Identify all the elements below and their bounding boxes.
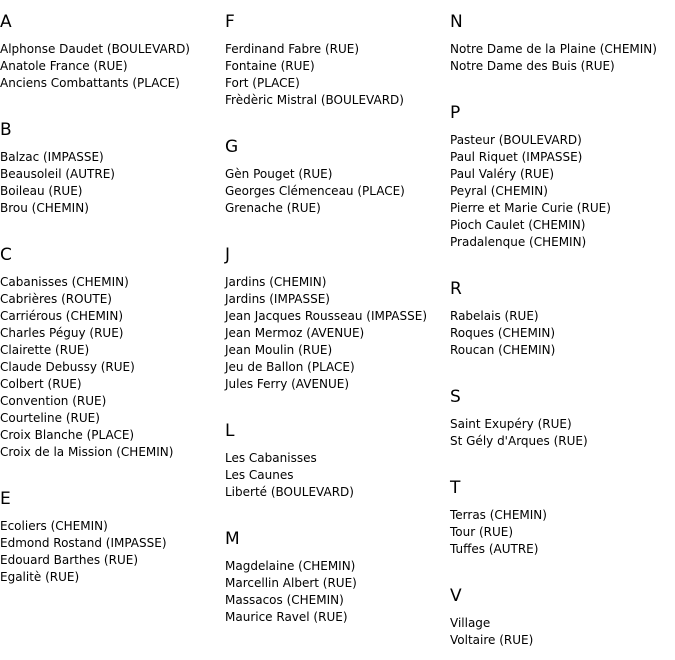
- section-letter-heading: E: [0, 489, 11, 509]
- street-list: [225, 450, 354, 501]
- street-name: Saint Exupéry (RUE): [450, 417, 572, 431]
- street-name: Jardins (IMPASSE): [225, 292, 330, 306]
- street-name: Cabrières (ROUTE): [0, 292, 112, 306]
- section-letter-heading: C: [0, 245, 12, 265]
- street-list: [450, 132, 611, 251]
- letter-section: [0, 120, 115, 217]
- street-name: Jardins (CHEMIN): [225, 275, 327, 289]
- street-name: Terras (CHEMIN): [450, 508, 547, 522]
- street-name: Jean Jacques Rousseau (IMPASSE): [225, 309, 428, 323]
- street-name: Jules Ferry (AVENUE): [225, 377, 350, 391]
- section-letter-heading: T: [450, 478, 461, 498]
- street-name: Colbert (RUE): [0, 377, 82, 391]
- street-name: Pioch Caulet (CHEMIN): [450, 218, 586, 232]
- street-list: [0, 518, 167, 586]
- street-name: Roucan (CHEMIN): [450, 343, 556, 357]
- street-name: Rabelais (RUE): [450, 309, 539, 323]
- letter-section: [450, 12, 657, 75]
- street-name: Liberté (BOULEVARD): [225, 485, 354, 499]
- letter-section: [0, 12, 190, 92]
- street-name: Maurice Ravel (RUE): [225, 610, 348, 624]
- street-name: Ferdinand Fabre (RUE): [225, 42, 360, 56]
- street-name: Georges Clémenceau (PLACE): [225, 184, 405, 198]
- letter-section: [225, 137, 405, 217]
- street-name: Village: [450, 616, 491, 630]
- street-name: Anatole France (RUE): [0, 59, 128, 73]
- street-name: Jeu de Ballon (PLACE): [225, 360, 355, 374]
- letter-section: [0, 245, 173, 461]
- section-letter-heading: B: [0, 120, 12, 140]
- section-letter-heading: S: [450, 387, 461, 407]
- street-name: Magdelaine (CHEMIN): [225, 559, 356, 573]
- section-letter-heading: L: [225, 421, 235, 441]
- letter-section: [450, 103, 611, 251]
- street-name: Convention (RUE): [0, 394, 107, 408]
- street-name: Cabanisses (CHEMIN): [0, 275, 129, 289]
- street-name: Egalitè (RUE): [0, 570, 80, 584]
- street-name: Gèn Pouget (RUE): [225, 167, 333, 181]
- letter-section: [225, 12, 404, 109]
- letter-section: [0, 489, 167, 586]
- street-name: Anciens Combattants (PLACE): [0, 76, 180, 90]
- street-name: Frèdèric Mistral (BOULEVARD): [225, 93, 404, 107]
- street-name: Paul Valéry (RUE): [450, 167, 555, 181]
- street-name: Edouard Barthes (RUE): [0, 553, 138, 567]
- street-name: Jean Moulin (RUE): [225, 343, 333, 357]
- street-name: Tour (RUE): [450, 525, 514, 539]
- section-letter-heading: P: [450, 103, 461, 123]
- street-list: [225, 41, 404, 109]
- street-name: Croix de la Mission (CHEMIN): [0, 445, 174, 459]
- street-list: [450, 308, 555, 359]
- letter-section: [225, 529, 357, 626]
- street-name: Les Cabanisses: [225, 451, 317, 465]
- section-letter-heading: R: [450, 279, 462, 299]
- street-name: Ecoliers (CHEMIN): [0, 519, 108, 533]
- section-letter-heading: G: [225, 137, 239, 157]
- letter-section: [225, 245, 427, 393]
- street-name: Brou (CHEMIN): [0, 201, 89, 215]
- street-name: Clairette (RUE): [0, 343, 90, 357]
- street-name: Paul Riquet (IMPASSE): [450, 150, 583, 164]
- section-letter-heading: V: [450, 586, 462, 606]
- street-list: [0, 41, 190, 92]
- street-name: Boileau (RUE): [0, 184, 83, 198]
- street-name: Croix Blanche (PLACE): [0, 428, 135, 442]
- street-name: Claude Debussy (RUE): [0, 360, 135, 374]
- street-list: [225, 274, 427, 393]
- street-name: Notre Dame de la Plaine (CHEMIN): [450, 42, 657, 56]
- street-name: Carriérous (CHEMIN): [0, 309, 124, 323]
- street-list: [450, 507, 547, 558]
- street-name: Courteline (RUE): [0, 411, 100, 425]
- section-letter-heading: A: [0, 12, 12, 32]
- street-name: Voltaire (RUE): [450, 633, 534, 647]
- street-name: Pasteur (BOULEVARD): [450, 133, 582, 147]
- street-name: Alphonse Daudet (BOULEVARD): [0, 42, 190, 56]
- street-list: [450, 615, 533, 649]
- street-name: Massacos (CHEMIN): [225, 593, 344, 607]
- letter-section: [225, 421, 354, 501]
- street-list: [0, 274, 173, 461]
- street-list: [0, 149, 115, 217]
- street-name: Charles Péguy (RUE): [0, 326, 124, 340]
- street-name: St Gély d'Arques (RUE): [450, 434, 588, 448]
- street-name: Edmond Rostand (IMPASSE): [0, 536, 167, 550]
- street-name: Roques (CHEMIN): [450, 326, 556, 340]
- street-list: [450, 416, 588, 450]
- section-letter-heading: N: [450, 12, 463, 32]
- letter-section: [450, 387, 588, 450]
- street-name: Jean Mermoz (AVENUE): [225, 326, 365, 340]
- street-list: [450, 41, 657, 75]
- letter-section: [450, 279, 555, 359]
- street-name: Balzac (IMPASSE): [0, 150, 104, 164]
- section-letter-heading: J: [225, 245, 231, 265]
- street-name: Beausoleil (AUTRE): [0, 167, 115, 181]
- street-name: Pierre et Marie Curie (RUE): [450, 201, 611, 215]
- letter-section: [450, 478, 547, 558]
- street-list: [225, 558, 357, 626]
- street-name: Marcellin Albert (RUE): [225, 576, 357, 590]
- street-name: Grenache (RUE): [225, 201, 321, 215]
- street-name: Tuffes (AUTRE): [450, 542, 539, 556]
- street-name: Fontaine (RUE): [225, 59, 315, 73]
- street-name: Peyral (CHEMIN): [450, 184, 548, 198]
- section-letter-heading: F: [225, 12, 235, 32]
- street-name: Pradalenque (CHEMIN): [450, 235, 587, 249]
- street-list: [225, 166, 405, 217]
- street-name: Notre Dame des Buis (RUE): [450, 59, 615, 73]
- street-name: Les Caunes: [225, 468, 294, 482]
- section-letter-heading: M: [225, 529, 240, 549]
- letter-section: [450, 586, 533, 649]
- street-name: Fort (PLACE): [225, 76, 300, 90]
